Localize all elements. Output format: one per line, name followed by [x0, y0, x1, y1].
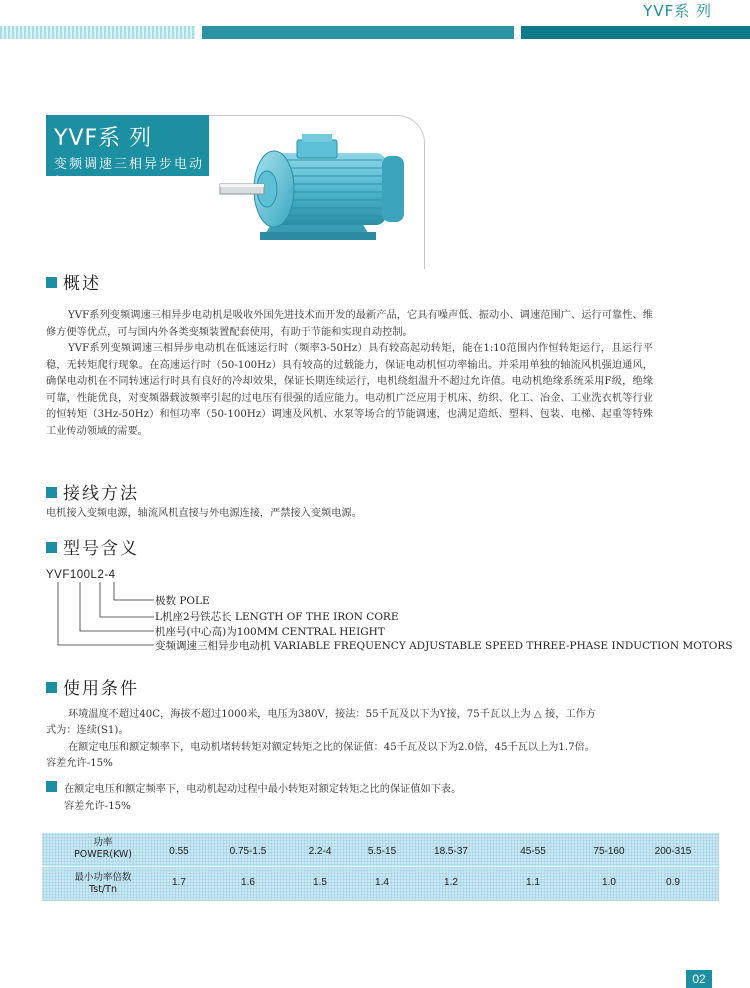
section-square-icon: [46, 487, 57, 498]
header-bar-mid: [202, 26, 514, 39]
section-overview: [46, 269, 101, 294]
power-cell: 2.2-4: [308, 846, 332, 857]
wiring-text: 电机接入变频电源，轴流风机直接与外电源连接，严禁接入变频电源。: [46, 508, 362, 519]
overview-heading: 概述: [63, 274, 101, 294]
product-title: YVF系 列: [54, 126, 153, 151]
wiring-heading: 接线方法: [63, 484, 139, 504]
page-number: 02: [686, 970, 712, 988]
ratio-cell: 1.1: [526, 877, 540, 888]
overview-p2-text: YVF系列变频调速三相异步电动机在低速运行时（频率3-50Hz）具有较高起动转矩，能在1:10范围内作恒转矩运行，且运行平稳，无转矩爬行现象。在高速运行时（50-100Hz）具有较高的过载能力，保证电动机恒功率输出。并采用单独的轴流风机强迫通风，确保电动机在不同转速运行时具有良好的冷却效果，保证长期连续运行，电机绕组温升不超过允许值。电动机绝缘系统采用F级，绝缘可靠，性能优良，对变频器载波频率引起的过电压有很强的适应能力。电动机广泛应用于机床、纺织、化工、冶金、工业洗衣机等行业的恒转矩（3Hz-50Hz）和恒功率（50-100Hz）调速及风机、水泵等场合的节能调速，也满足造纸、塑料、包装、电梯、起重等特殊工业传动领域的需要。: [46, 343, 653, 437]
ratio-cell: 1.7: [172, 877, 186, 888]
conditions-line-1: 环境温度不超过40C，海拔不超过1000米，电压为380V，接法：55千瓦及以下为Y接，75千瓦以上为 △ 接，工作方: [68, 709, 596, 720]
section-wiring: [46, 479, 139, 504]
power-cell: 45-55: [520, 846, 546, 857]
section-model: [46, 534, 139, 559]
power-label-cn: 功率: [93, 837, 113, 848]
ratio-label-en: Tst/Tn: [89, 884, 117, 895]
conditions-line-4: 容差允许-15%: [46, 758, 113, 769]
ratio-cell: 1.6: [241, 877, 255, 888]
header-bar-dark: [521, 26, 750, 39]
ratio-cell: 0.9: [666, 877, 680, 888]
section-square-icon: [46, 781, 57, 792]
conditions-line-3: 在额定电压和额定频率下，电动机堵转转矩对额定转矩之比的保证值：45千瓦及以下为2.0倍，45千瓦以上为1.7倍。: [68, 742, 595, 753]
table-divider: [42, 866, 719, 867]
ratio-cell: 1.5: [313, 877, 327, 888]
power-label-en: POWER(KW): [74, 849, 132, 860]
ratio-label-cn: 最小功率倍数: [74, 872, 132, 883]
model-code: YVF100L2-4: [46, 569, 116, 581]
product-title-box: [46, 115, 209, 191]
section-square-icon: [46, 277, 57, 288]
power-cell: 0.75-1.5: [229, 846, 267, 857]
conditions-line-5: 在额定电压和额定频率下，电动机起动过程中最小转矩对额定转矩之比的保证值如下表。: [64, 784, 462, 795]
table-header-ratio: [48, 872, 158, 896]
model-label-motor-type: 变频调速三相异步电动机 VARIABLE FREQUENCY ADJUSTABLE SPEED THREE-PHASE INDUCTION MOTORS: [155, 640, 733, 652]
motor-illustration: [212, 128, 412, 253]
power-cell: 5.5-15: [367, 846, 397, 857]
section-square-icon: [46, 682, 57, 693]
power-cell: 18.5-37: [434, 846, 468, 857]
conditions-heading: 使用条件: [63, 679, 139, 699]
model-code-diagram: [46, 570, 166, 650]
overview-p1-text: YVF系列变频调速三相异步电动机是吸收外国先进技术而开发的最新产品，它具有噪声低、振动小、调速范围广、运行可靠性、维修方便等优点，可与国内外各类变频装置配套使用，有助于节能和实现自动控制。: [46, 310, 653, 338]
ratio-cell: 1.4: [375, 877, 389, 888]
overview-paragraph-2: [46, 341, 653, 441]
conditions-line-2: 式为：连续(S1)。: [46, 725, 129, 736]
section-conditions: [46, 674, 139, 699]
ratio-cell: 1.2: [444, 877, 458, 888]
power-cell: 75-160: [593, 846, 625, 857]
power-cell: 200-315: [654, 846, 692, 857]
model-label-pole: 极数 POLE: [155, 595, 210, 607]
section-square-icon: [46, 542, 57, 553]
header-bar-light: [0, 26, 195, 39]
model-heading: 型号含义: [63, 539, 139, 559]
power-cell: 0.55: [169, 846, 189, 857]
header-series-title: YVF系 列: [643, 2, 712, 20]
ratio-cell: 1.0: [602, 877, 616, 888]
product-subtitle: 变频调速三相异步电动机: [54, 157, 205, 191]
overview-paragraph-1: [46, 308, 653, 341]
conditions-line-6: 容差允许-15%: [64, 801, 131, 812]
model-label-core-length: L机座2号铁芯长 LENGTH OF THE IRON CORE: [155, 611, 399, 623]
model-label-center-height: 机座号(中心高)为100MM CENTRAL HEIGHT: [155, 626, 385, 638]
table-header-power: [48, 837, 158, 861]
